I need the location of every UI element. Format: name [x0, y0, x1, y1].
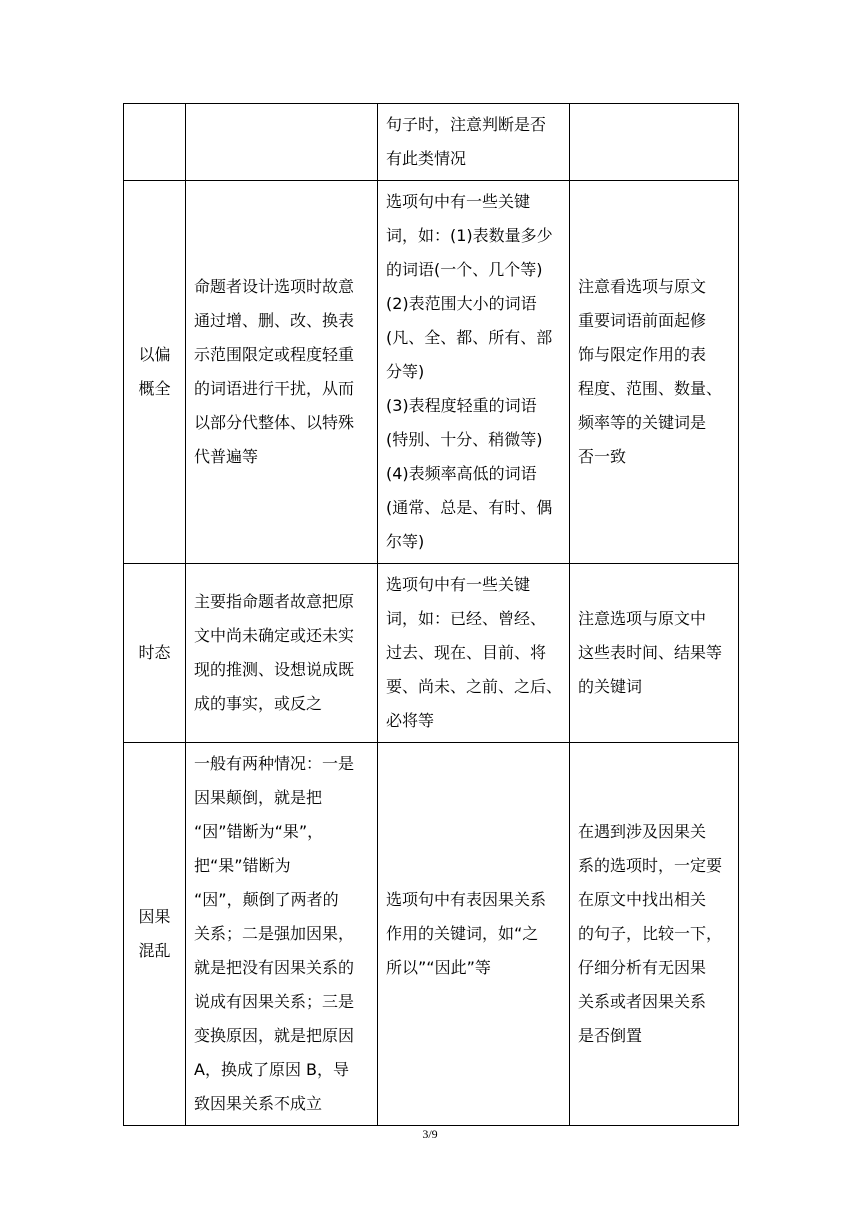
markers-cell: [378, 743, 570, 1126]
cell-line: 在遇到涉及因果关: [578, 822, 707, 841]
method-cell: [570, 743, 739, 1126]
cell-line: 的关键词: [578, 677, 643, 696]
markers-cell: [378, 564, 570, 743]
cell-line: (凡、全、都、所有、部: [386, 328, 553, 347]
cell-line: (2)表范围大小的词语: [386, 294, 537, 313]
term-cell: [124, 181, 186, 564]
cell-line: 说成有因果关系；三是: [194, 992, 355, 1011]
table-row: [124, 743, 739, 1126]
cell-line: 因果颠倒，就是把: [194, 788, 323, 807]
cell-line: “因”错断为“果”，: [194, 822, 324, 841]
cell-line: 有此类情况: [386, 149, 467, 168]
table-row: [124, 564, 739, 743]
cell-line: 成的事实，或反之: [194, 694, 323, 713]
cell-line: 的句子，比较一下，: [578, 924, 723, 943]
cell-line: 程度、范围、数量、: [578, 379, 723, 398]
cell-line: 关系；二是强加因果，: [194, 924, 355, 943]
cell-line: 重要词语前面起修: [578, 311, 707, 330]
explanation-cell: [186, 104, 378, 181]
cell-line: 的词语(一个、几个等): [386, 260, 543, 279]
cell-line: 注意选项与原文中: [578, 609, 707, 628]
cell-line: 混乱: [138, 941, 171, 960]
cell-line: 在原文中找出相关: [578, 890, 707, 909]
cell-line: 必将等: [386, 711, 435, 730]
method-cell: [570, 181, 739, 564]
cell-line: 现的推测、设想说成既: [194, 660, 355, 679]
page-number: 3/9: [422, 1127, 438, 1141]
cell-line: 所以”“因此”等: [386, 958, 491, 977]
cell-line: 通过增、删、改、换表: [194, 311, 355, 330]
markers-cell: [378, 104, 570, 181]
cell-line: 分等): [386, 362, 425, 381]
cell-line: 仔细分析有无因果: [578, 958, 707, 977]
cell-line: 要、尚未、之前、之后、: [386, 677, 563, 696]
cell-line: 就是把没有因果关系的: [194, 958, 355, 977]
cell-line: 选项句中有一些关键: [386, 575, 531, 594]
cell-line: 代普遍等: [194, 447, 259, 466]
cell-line: 以偏: [138, 345, 171, 364]
cell-line: 把“果”错断为: [194, 856, 291, 875]
term-cell: [124, 104, 186, 181]
term-cell: [124, 564, 186, 743]
cell-line: 一般有两种情况：一是: [194, 754, 355, 773]
cell-line: 系的选项时，一定要: [578, 856, 723, 875]
cell-line: 作用的关键词，如“之: [386, 924, 539, 943]
cell-line: (通常、总是、有时、偶: [386, 498, 553, 517]
cell-line: 时态: [138, 643, 171, 662]
cell-line: 词，如：(1)表数量多少: [386, 226, 553, 245]
cell-line: 尔等): [386, 532, 425, 551]
content-table: [123, 103, 739, 1126]
table-row: [124, 181, 739, 564]
cell-line: 示范围限定或程度轻重: [194, 345, 355, 364]
cell-line: 命题者设计选项时故意: [194, 277, 355, 296]
cell-line: 选项句中有表因果关系: [386, 890, 547, 909]
cell-line: 过去、现在、目前、将: [386, 643, 547, 662]
table-row: [124, 104, 739, 181]
cell-line: 注意看选项与原文: [578, 277, 707, 296]
markers-cell: [378, 181, 570, 564]
method-cell: [570, 564, 739, 743]
cell-line: “因”，颠倒了两者的: [194, 890, 339, 909]
method-cell: [570, 104, 739, 181]
explanation-cell: [186, 564, 378, 743]
cell-line: A，换成了原因 B，导: [194, 1060, 350, 1079]
cell-line: 句子时，注意判断是否: [386, 115, 547, 134]
cell-line: 致因果关系不成立: [194, 1094, 323, 1113]
cell-line: 文中尚未确定或还未实: [194, 626, 355, 645]
explanation-cell: [186, 181, 378, 564]
cell-line: 的词语进行干扰，从而: [194, 379, 355, 398]
cell-line: 词，如：已经、曾经、: [386, 609, 547, 628]
cell-line: 概全: [138, 379, 171, 398]
cell-line: 否一致: [578, 447, 627, 466]
cell-line: 关系或者因果关系: [578, 992, 707, 1011]
cell-line: 频率等的关键词是: [578, 413, 707, 432]
term-cell: [124, 743, 186, 1126]
cell-line: 主要指命题者故意把原: [194, 592, 355, 611]
table-body: [124, 104, 739, 1126]
cell-line: 选项句中有一些关键: [386, 192, 531, 211]
cell-line: (特别、十分、稍微等): [386, 430, 543, 449]
explanation-cell: [186, 743, 378, 1126]
cell-line: (4)表频率高低的词语: [386, 464, 537, 483]
cell-line: 饰与限定作用的表: [578, 345, 707, 364]
cell-line: 这些表时间、结果等: [578, 643, 723, 662]
cell-line: 以部分代整体、以特殊: [194, 413, 355, 432]
cell-line: 因果: [138, 907, 171, 926]
cell-line: (3)表程度轻重的词语: [386, 396, 537, 415]
cell-line: 是否倒置: [578, 1026, 643, 1045]
cell-line: 变换原因，就是把原因: [194, 1026, 355, 1045]
